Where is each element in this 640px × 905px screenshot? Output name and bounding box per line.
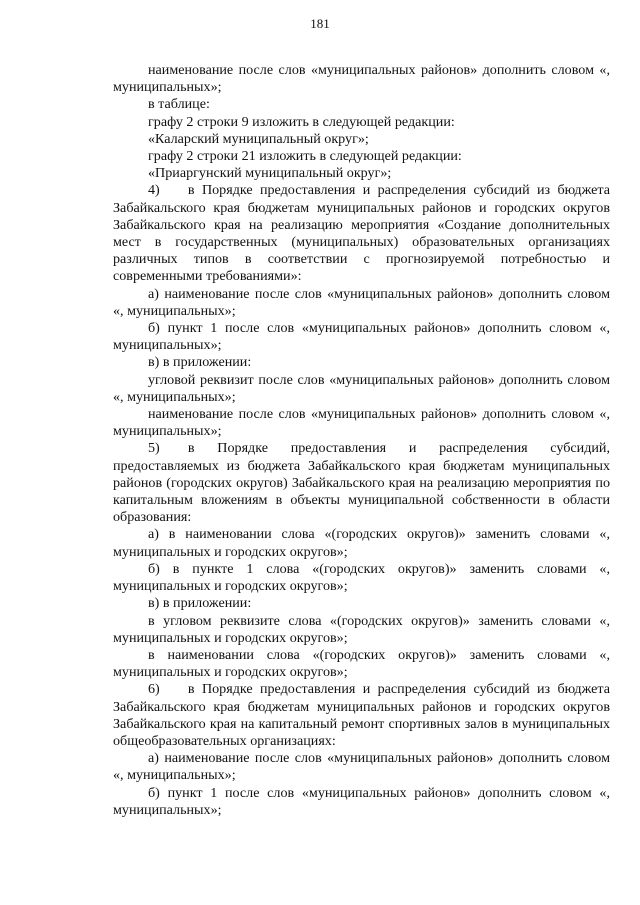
paragraph: графу 2 строки 9 изложить в следующей редакции:	[148, 113, 455, 130]
page-number: 181	[310, 16, 330, 31]
paragraph: а) наименование после слов «муниципальных районов» дополнить словом «, муниципальных»;	[113, 285, 610, 319]
paragraph: в наименовании слова «(городских округов)» заменить словами «, муниципальных и городских округов»;	[113, 646, 610, 681]
paragraph: б) пункт 1 после слов «муниципальных районов» дополнить словом «, муниципальных»;	[113, 784, 610, 818]
paragraph: угловой реквизит после слов «муниципальных районов» дополнить словом «, муниципальных»;	[113, 371, 610, 405]
paragraph: наименование после слов «муниципальных районов» дополнить словом «, муниципальных»;	[113, 406, 610, 440]
paragraph: 6) в Порядке предоставления и распределения субсидий из бюджета Забайкальского края бюджетам муниципальных районов и городских округов Забайкальского края на капитальный ремонт спортивных залов в муниципальных общеобразовательных организациях:	[113, 681, 610, 749]
paragraph: 5) в Порядке предоставления и распределения субсидий, предоставляемых из бюджета Забайкальского края бюджетам муниципальных районов (городских округов) Забайкальского края на реализацию мероприятия по капитальным вложениям в объекты муниципальной собственности в области образования:	[113, 440, 610, 526]
paragraph: б) в пункте 1 слова «(городских округов)» заменить словами «, муниципальных и городских округов»;	[113, 560, 610, 595]
paragraph: в таблице:	[148, 96, 210, 113]
paragraph: «Каларский муниципальный округ»;	[148, 130, 369, 147]
paragraph: 4) в Порядке предоставления и распределения субсидий из бюджета Забайкальского края бюджетам муниципальных районов и городских округов Забайкальского края на реализацию мероприятия «Создание дополнительных мест в государственных (муниципальных) образовательных организациях различных типов в соответствии с прогнозируемой потребностью и современными требованиями»:	[113, 182, 610, 285]
paragraph: наименование после слов «муниципальных районов» дополнить словом «, муниципальных»;	[113, 62, 610, 96]
paragraph: графу 2 строки 21 изложить в следующей редакции:	[148, 148, 462, 165]
paragraph: б) пункт 1 после слов «муниципальных районов» дополнить словом «, муниципальных»;	[113, 320, 610, 354]
paragraph: в) в приложении:	[148, 595, 252, 612]
paragraph: а) в наименовании слова «(городских округов)» заменить словами «, муниципальных и городских округов»;	[113, 526, 610, 560]
paragraph: в угловом реквизите слова «(городских округов)» заменить словами «, муниципальных и городских округов»;	[113, 612, 610, 646]
paragraph: «Приаргунский муниципальный округ»;	[148, 165, 392, 182]
paragraph: а) наименование после слов «муниципальных районов» дополнить словом «, муниципальных»;	[113, 750, 610, 784]
paragraph: в) в приложении:	[148, 354, 252, 371]
document-body	[113, 62, 610, 819]
